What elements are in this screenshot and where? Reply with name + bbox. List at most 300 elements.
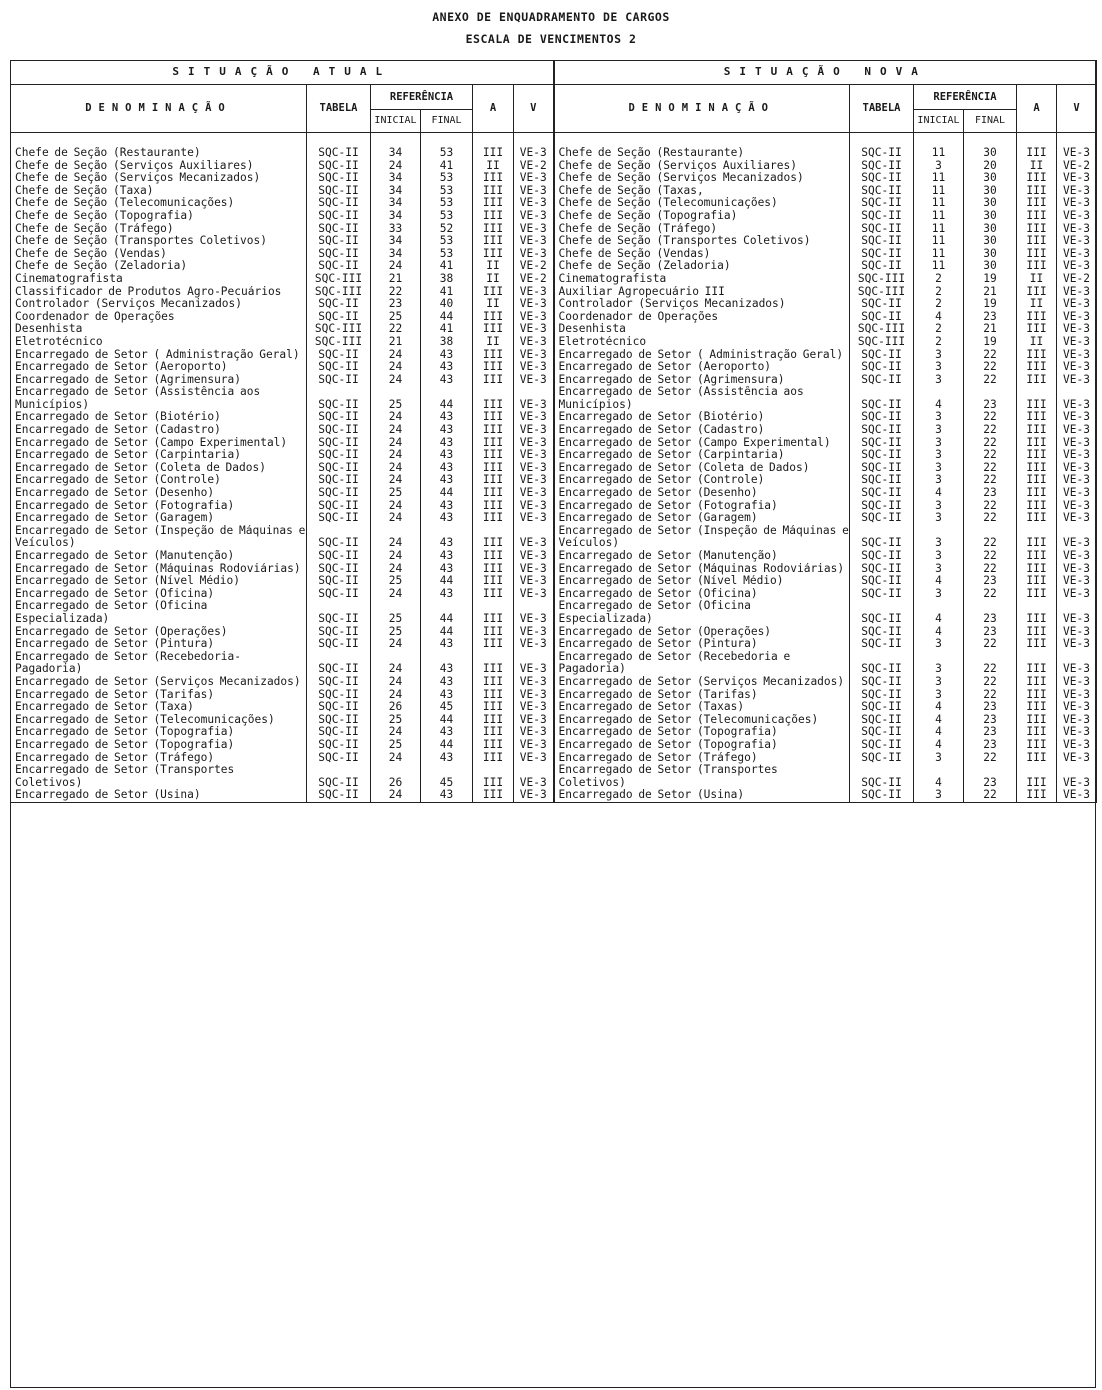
tabela-atual-cell: SQC-III: [307, 286, 371, 299]
final-nova-cell: 23: [964, 600, 1017, 625]
final-atual-cell: 53: [421, 248, 473, 261]
tabela-atual-cell: SQC-II: [307, 235, 371, 248]
denominacao-nova-cell: Encarregado de Setor (Nível Médio): [554, 575, 850, 588]
a-atual-cell: III: [473, 651, 514, 676]
final-nova-cell: 22: [964, 676, 1017, 689]
a-atual-cell: III: [473, 500, 514, 513]
a-nova-cell: III: [1017, 626, 1057, 639]
a-nova-cell: III: [1017, 437, 1057, 450]
inicial-atual-cell: 24: [371, 500, 421, 513]
denominacao-nova-cell: Chefe de Seção (Vendas): [554, 248, 850, 261]
inicial-nova-cell: 3: [914, 638, 964, 651]
final-atual-cell: 43: [421, 726, 473, 739]
denominacao-nova-cell: Encarregado de Setor (Transportes Coletivos): [554, 764, 850, 789]
tabela-nova-cell: SQC-II: [850, 525, 914, 550]
denominacao-atual-cell: Chefe de Seção (Vendas): [11, 248, 307, 261]
inicial-atual-cell: 25: [371, 575, 421, 588]
denominacao-nova-cell: Encarregado de Setor (Máquinas Rodoviárias): [554, 563, 850, 576]
a-atual-cell: II: [473, 298, 514, 311]
inicial-nova-cell: 2: [914, 286, 964, 299]
inicial-nova-cell: 4: [914, 386, 964, 411]
table-row: [11, 185, 1097, 198]
denominacao-atual-cell: Encarregado de Setor (Carpintaria): [11, 449, 307, 462]
tabela-nova-cell: SQC-II: [850, 638, 914, 651]
a-nova-cell: III: [1017, 726, 1057, 739]
a-atual-cell: III: [473, 210, 514, 223]
a-nova-cell: III: [1017, 474, 1057, 487]
v-nova-cell: VE-3: [1057, 298, 1097, 311]
denominacao-nova-cell: Encarregado de Setor (Coleta de Dados): [554, 462, 850, 475]
inicial-atual-cell: 34: [371, 210, 421, 223]
denominacao-nova-cell: Desenhista: [554, 323, 850, 336]
a-atual-cell: III: [473, 752, 514, 765]
v-atual-cell: VE-3: [514, 689, 554, 702]
inicial-nova-cell: 4: [914, 726, 964, 739]
denominacao-nova-cell: Encarregado de Setor (Cadastro): [554, 424, 850, 437]
final-atual-cell: 45: [421, 701, 473, 714]
v-nova-cell: VE-3: [1057, 311, 1097, 324]
table-row: [11, 588, 1097, 601]
tabela-header-nova: TABELA: [850, 85, 914, 133]
tabela-nova-cell: SQC-III: [850, 323, 914, 336]
inicial-atual-cell: 25: [371, 487, 421, 500]
final-atual-cell: 43: [421, 449, 473, 462]
v-atual-cell: VE-3: [514, 512, 554, 525]
final-nova-cell: 23: [964, 739, 1017, 752]
inicial-atual-cell: 24: [371, 726, 421, 739]
inicial-nova-cell: 3: [914, 676, 964, 689]
denominacao-nova-cell: Encarregado de Setor (Serviços Mecanizados): [554, 676, 850, 689]
denominacao-nova-cell: Encarregado de Setor (Operações): [554, 626, 850, 639]
a-atual-cell: III: [473, 349, 514, 362]
v-atual-cell: VE-3: [514, 626, 554, 639]
a-nova-cell: III: [1017, 500, 1057, 513]
denominacao-nova-cell: Encarregado de Setor (Tarifas): [554, 689, 850, 702]
denominacao-atual-cell: Encarregado de Setor ( Administração Geral): [11, 349, 307, 362]
a-atual-cell: III: [473, 512, 514, 525]
denominacao-nova-cell: Encarregado de Setor (Agrimensura): [554, 374, 850, 387]
tabela-nova-cell: SQC-II: [850, 223, 914, 236]
table-row: [11, 600, 1097, 625]
v-nova-cell: VE-3: [1057, 550, 1097, 563]
inicial-nova-cell: 3: [914, 512, 964, 525]
inicial-nova-cell: 4: [914, 311, 964, 324]
tabela-atual-cell: SQC-II: [307, 260, 371, 273]
denominacao-atual-cell: Encarregado de Setor (Coleta de Dados): [11, 462, 307, 475]
denominacao-nova-cell: Encarregado de Setor (Taxas): [554, 701, 850, 714]
v-atual-cell: VE-3: [514, 298, 554, 311]
a-nova-cell: III: [1017, 223, 1057, 236]
tabela-nova-cell: SQC-II: [850, 411, 914, 424]
tabela-atual-cell: SQC-II: [307, 626, 371, 639]
a-nova-cell: III: [1017, 575, 1057, 588]
table-row: [11, 449, 1097, 462]
tabela-nova-cell: SQC-II: [850, 462, 914, 475]
tabela-nova-cell: SQC-II: [850, 248, 914, 261]
final-nova-cell: 19: [964, 298, 1017, 311]
final-atual-cell: 44: [421, 386, 473, 411]
a-nova-cell: III: [1017, 462, 1057, 475]
a-atual-cell: III: [473, 235, 514, 248]
v-atual-cell: VE-3: [514, 550, 554, 563]
tabela-nova-cell: SQC-II: [850, 449, 914, 462]
denominacao-nova-cell: Encarregado de Setor ( Administração Geral): [554, 349, 850, 362]
inicial-nova-cell: 3: [914, 411, 964, 424]
a-atual-cell: III: [473, 626, 514, 639]
denominacao-atual-cell: Encarregado de Setor (Telecomunicações): [11, 714, 307, 727]
final-nova-cell: 21: [964, 323, 1017, 336]
inicial-header-nova: INICIAL: [914, 110, 964, 133]
denominacao-nova-cell: Chefe de Seção (Tráfego): [554, 223, 850, 236]
v-atual-cell: VE-3: [514, 311, 554, 324]
tabela-atual-cell: SQC-II: [307, 147, 371, 160]
denominacao-atual-cell: Encarregado de Setor (Oficina Especializada): [11, 600, 307, 625]
inicial-nova-cell: 3: [914, 449, 964, 462]
table-row: [11, 361, 1097, 374]
inicial-atual-cell: 24: [371, 411, 421, 424]
inicial-atual-cell: 34: [371, 147, 421, 160]
a-nova-cell: III: [1017, 323, 1057, 336]
table-row: [11, 714, 1097, 727]
tabela-atual-cell: SQC-II: [307, 651, 371, 676]
denominacao-atual-cell: Encarregado de Setor (Agrimensura): [11, 374, 307, 387]
final-atual-cell: 43: [421, 462, 473, 475]
final-atual-cell: 40: [421, 298, 473, 311]
v-atual-cell: VE-3: [514, 374, 554, 387]
v-atual-cell: VE-3: [514, 361, 554, 374]
a-atual-cell: III: [473, 739, 514, 752]
inicial-nova-cell: 11: [914, 197, 964, 210]
tabela-atual-cell: SQC-II: [307, 739, 371, 752]
denominacao-atual-cell: Encarregado de Setor (Oficina): [11, 588, 307, 601]
tabela-atual-cell: SQC-III: [307, 336, 371, 349]
tabela-nova-cell: SQC-II: [850, 298, 914, 311]
a-nova-cell: III: [1017, 525, 1057, 550]
v-atual-cell: VE-3: [514, 638, 554, 651]
final-nova-cell: 22: [964, 411, 1017, 424]
tabela-nova-cell: SQC-II: [850, 726, 914, 739]
final-atual-cell: 43: [421, 689, 473, 702]
final-atual-cell: 43: [421, 638, 473, 651]
denominacao-nova-cell: Auxiliar Agropecuário III: [554, 286, 850, 299]
tabela-nova-cell: SQC-II: [850, 626, 914, 639]
inicial-atual-cell: 24: [371, 449, 421, 462]
v-nova-cell: VE-3: [1057, 437, 1097, 450]
a-atual-cell: III: [473, 424, 514, 437]
denominacao-atual-cell: Chefe de Seção (Taxa): [11, 185, 307, 198]
tabela-nova-cell: SQC-II: [850, 789, 914, 802]
a-nova-cell: III: [1017, 248, 1057, 261]
inicial-nova-cell: 3: [914, 160, 964, 173]
inicial-nova-cell: 3: [914, 462, 964, 475]
final-atual-cell: 43: [421, 550, 473, 563]
tabela-atual-cell: SQC-II: [307, 210, 371, 223]
final-header-nova: FINAL: [964, 110, 1017, 133]
final-atual-cell: 43: [421, 651, 473, 676]
v-nova-cell: VE-3: [1057, 525, 1097, 550]
final-nova-cell: 22: [964, 437, 1017, 450]
denominacao-atual-cell: Chefe de Seção (Restaurante): [11, 147, 307, 160]
final-atual-cell: 53: [421, 197, 473, 210]
v-atual-cell: VE-3: [514, 525, 554, 550]
a-atual-cell: III: [473, 361, 514, 374]
a-atual-cell: II: [473, 273, 514, 286]
inicial-atual-cell: 21: [371, 336, 421, 349]
v-atual-cell: VE-3: [514, 286, 554, 299]
inicial-atual-cell: 24: [371, 474, 421, 487]
final-nova-cell: 30: [964, 235, 1017, 248]
tabela-atual-cell: SQC-II: [307, 437, 371, 450]
a-atual-cell: III: [473, 588, 514, 601]
denominacao-nova-cell: Encarregado de Setor (Tráfego): [554, 752, 850, 765]
table-row: [11, 550, 1097, 563]
inicial-atual-cell: 26: [371, 701, 421, 714]
v-nova-cell: VE-3: [1057, 512, 1097, 525]
denominacao-nova-cell: Encarregado de Setor (Topografia): [554, 739, 850, 752]
final-atual-cell: 43: [421, 411, 473, 424]
tabela-header-atual: TABELA: [307, 85, 371, 133]
tabela-nova-cell: SQC-II: [850, 147, 914, 160]
tabela-atual-cell: SQC-II: [307, 197, 371, 210]
denominacao-atual-cell: Encarregado de Setor (Cadastro): [11, 424, 307, 437]
final-nova-cell: 23: [964, 311, 1017, 324]
tabela-nova-cell: SQC-II: [850, 689, 914, 702]
final-atual-cell: 43: [421, 349, 473, 362]
a-nova-cell: II: [1017, 298, 1057, 311]
final-nova-cell: 19: [964, 273, 1017, 286]
final-atual-cell: 53: [421, 185, 473, 198]
final-nova-cell: 22: [964, 500, 1017, 513]
a-nova-cell: II: [1017, 273, 1057, 286]
inicial-atual-cell: 26: [371, 764, 421, 789]
final-atual-cell: 44: [421, 575, 473, 588]
v-nova-cell: VE-3: [1057, 474, 1097, 487]
table-row: [11, 424, 1097, 437]
final-nova-cell: 22: [964, 789, 1017, 802]
inicial-nova-cell: 4: [914, 714, 964, 727]
table-row: [11, 323, 1097, 336]
a-nova-cell: III: [1017, 286, 1057, 299]
tabela-atual-cell: SQC-II: [307, 248, 371, 261]
final-nova-cell: 22: [964, 525, 1017, 550]
a-atual-cell: III: [473, 323, 514, 336]
tabela-atual-cell: SQC-II: [307, 689, 371, 702]
a-atual-cell: III: [473, 386, 514, 411]
inicial-nova-cell: 2: [914, 323, 964, 336]
inicial-atual-cell: 25: [371, 386, 421, 411]
tabela-nova-cell: SQC-II: [850, 739, 914, 752]
table-row: [11, 752, 1097, 765]
final-nova-cell: 22: [964, 588, 1017, 601]
inicial-atual-cell: 22: [371, 286, 421, 299]
v-nova-cell: VE-3: [1057, 789, 1097, 802]
referencia-header-nova: REFERÊNCIA: [914, 85, 1017, 110]
denominacao-atual-cell: Classificador de Produtos Agro-Pecuários: [11, 286, 307, 299]
v-atual-cell: VE-3: [514, 248, 554, 261]
final-nova-cell: 30: [964, 197, 1017, 210]
inicial-atual-cell: 24: [371, 437, 421, 450]
a-nova-cell: II: [1017, 160, 1057, 173]
a-atual-cell: III: [473, 525, 514, 550]
tabela-atual-cell: SQC-II: [307, 752, 371, 765]
inicial-atual-cell: 24: [371, 361, 421, 374]
v-atual-cell: VE-3: [514, 462, 554, 475]
tabela-atual-cell: SQC-II: [307, 462, 371, 475]
tabela-nova-cell: SQC-III: [850, 336, 914, 349]
denominacao-atual-cell: Controlador (Serviços Mecanizados): [11, 298, 307, 311]
table-row: [11, 223, 1097, 236]
tabela-atual-cell: SQC-II: [307, 550, 371, 563]
denominacao-atual-cell: Chefe de Seção (Topografia): [11, 210, 307, 223]
tabela-atual-cell: SQC-II: [307, 600, 371, 625]
v-atual-cell: VE-3: [514, 588, 554, 601]
v-atual-cell: VE-3: [514, 714, 554, 727]
denominacao-nova-cell: Encarregado de Setor (Manutenção): [554, 550, 850, 563]
final-atual-cell: 43: [421, 374, 473, 387]
denominacao-atual-cell: Encarregado de Setor (Topografia): [11, 739, 307, 752]
v-atual-cell: VE-3: [514, 752, 554, 765]
denominacao-atual-cell: Encarregado de Setor (Nível Médio): [11, 575, 307, 588]
inicial-atual-cell: 34: [371, 197, 421, 210]
denominacao-nova-cell: Encarregado de Setor (Assistência aos Municípios): [554, 386, 850, 411]
final-nova-cell: 22: [964, 638, 1017, 651]
inicial-nova-cell: 11: [914, 223, 964, 236]
final-atual-cell: 53: [421, 172, 473, 185]
table-row: [11, 701, 1097, 714]
table-row: [11, 487, 1097, 500]
a-atual-cell: III: [473, 575, 514, 588]
a-nova-cell: III: [1017, 512, 1057, 525]
tabela-nova-cell: SQC-II: [850, 474, 914, 487]
a-atual-cell: III: [473, 437, 514, 450]
inicial-nova-cell: 11: [914, 147, 964, 160]
v-nova-cell: VE-3: [1057, 487, 1097, 500]
inicial-atual-cell: 23: [371, 298, 421, 311]
denominacao-nova-cell: Encarregado de Setor (Controle): [554, 474, 850, 487]
table-row: [11, 349, 1097, 362]
a-atual-cell: III: [473, 449, 514, 462]
tabela-atual-cell: SQC-II: [307, 298, 371, 311]
a-nova-cell: III: [1017, 147, 1057, 160]
tabela-atual-cell: SQC-II: [307, 361, 371, 374]
v-atual-cell: VE-3: [514, 701, 554, 714]
final-nova-cell: 22: [964, 651, 1017, 676]
denominacao-nova-cell: Chefe de Seção (Taxas,: [554, 185, 850, 198]
tabela-atual-cell: SQC-II: [307, 714, 371, 727]
denominacao-nova-cell: Encarregado de Setor (Oficina Especializada): [554, 600, 850, 625]
final-atual-cell: 43: [421, 437, 473, 450]
a-atual-cell: III: [473, 701, 514, 714]
tabela-nova-cell: SQC-II: [850, 512, 914, 525]
final-nova-cell: 22: [964, 550, 1017, 563]
inicial-atual-cell: 34: [371, 248, 421, 261]
final-nova-cell: 23: [964, 701, 1017, 714]
final-atual-cell: 53: [421, 147, 473, 160]
v-nova-cell: VE-3: [1057, 676, 1097, 689]
v-nova-cell: VE-2: [1057, 273, 1097, 286]
inicial-nova-cell: 2: [914, 336, 964, 349]
tabela-nova-cell: SQC-II: [850, 210, 914, 223]
v-atual-cell: VE-3: [514, 764, 554, 789]
denominacao-atual-cell: Encarregado de Setor (Biotério): [11, 411, 307, 424]
inicial-atual-cell: 24: [371, 160, 421, 173]
inicial-nova-cell: 3: [914, 563, 964, 576]
final-nova-cell: 22: [964, 449, 1017, 462]
final-atual-cell: 44: [421, 487, 473, 500]
denominacao-atual-cell: Chefe de Seção (Serviços Auxiliares): [11, 160, 307, 173]
v-header-atual: V: [514, 85, 554, 133]
tabela-atual-cell: SQC-III: [307, 273, 371, 286]
denominacao-atual-cell: Encarregado de Setor (Máquinas Rodoviárias): [11, 563, 307, 576]
denominacao-nova-cell: Encarregado de Setor (Usina): [554, 789, 850, 802]
denominacao-atual-cell: Encarregado de Setor (Operações): [11, 626, 307, 639]
denominacao-nova-cell: Encarregado de Setor (Biotério): [554, 411, 850, 424]
inicial-atual-cell: 24: [371, 676, 421, 689]
tabela-atual-cell: SQC-II: [307, 411, 371, 424]
final-atual-cell: 45: [421, 764, 473, 789]
v-nova-cell: VE-3: [1057, 726, 1097, 739]
denominacao-atual-cell: Encarregado de Setor (Manutenção): [11, 550, 307, 563]
inicial-atual-cell: 24: [371, 374, 421, 387]
inicial-nova-cell: 4: [914, 487, 964, 500]
inicial-nova-cell: 11: [914, 248, 964, 261]
final-nova-cell: 23: [964, 714, 1017, 727]
tabela-nova-cell: SQC-II: [850, 714, 914, 727]
inicial-nova-cell: 11: [914, 185, 964, 198]
table-row: [11, 512, 1097, 525]
inicial-atual-cell: 21: [371, 273, 421, 286]
v-atual-cell: VE-2: [514, 160, 554, 173]
final-nova-cell: 19: [964, 336, 1017, 349]
tabela-nova-cell: SQC-II: [850, 424, 914, 437]
inicial-atual-cell: 24: [371, 349, 421, 362]
denominacao-atual-cell: Encarregado de Setor (Pintura): [11, 638, 307, 651]
inicial-nova-cell: 3: [914, 361, 964, 374]
table-row: [11, 789, 1097, 802]
tabela-nova-cell: SQC-II: [850, 487, 914, 500]
final-nova-cell: 22: [964, 374, 1017, 387]
final-nova-cell: 22: [964, 689, 1017, 702]
a-nova-cell: III: [1017, 563, 1057, 576]
a-atual-cell: III: [473, 789, 514, 802]
v-nova-cell: VE-3: [1057, 197, 1097, 210]
tabela-nova-cell: SQC-II: [850, 701, 914, 714]
final-nova-cell: 22: [964, 349, 1017, 362]
a-nova-cell: III: [1017, 487, 1057, 500]
a-atual-cell: III: [473, 185, 514, 198]
final-atual-cell: 41: [421, 260, 473, 273]
final-atual-cell: 43: [421, 525, 473, 550]
a-nova-cell: III: [1017, 550, 1057, 563]
v-nova-cell: VE-2: [1057, 160, 1097, 173]
final-atual-cell: 38: [421, 336, 473, 349]
tabela-atual-cell: SQC-II: [307, 512, 371, 525]
a-nova-cell: III: [1017, 349, 1057, 362]
inicial-nova-cell: 3: [914, 689, 964, 702]
table-row: [11, 462, 1097, 475]
inicial-atual-cell: 24: [371, 651, 421, 676]
inicial-nova-cell: 2: [914, 298, 964, 311]
v-atual-cell: VE-3: [514, 172, 554, 185]
v-nova-cell: VE-3: [1057, 714, 1097, 727]
a-atual-cell: III: [473, 764, 514, 789]
a-nova-cell: III: [1017, 600, 1057, 625]
tabela-nova-cell: SQC-II: [850, 550, 914, 563]
denominacao-atual-cell: Encarregado de Setor (Desenho): [11, 487, 307, 500]
final-atual-cell: 41: [421, 323, 473, 336]
v-atual-cell: VE-3: [514, 223, 554, 236]
inicial-atual-cell: 25: [371, 600, 421, 625]
